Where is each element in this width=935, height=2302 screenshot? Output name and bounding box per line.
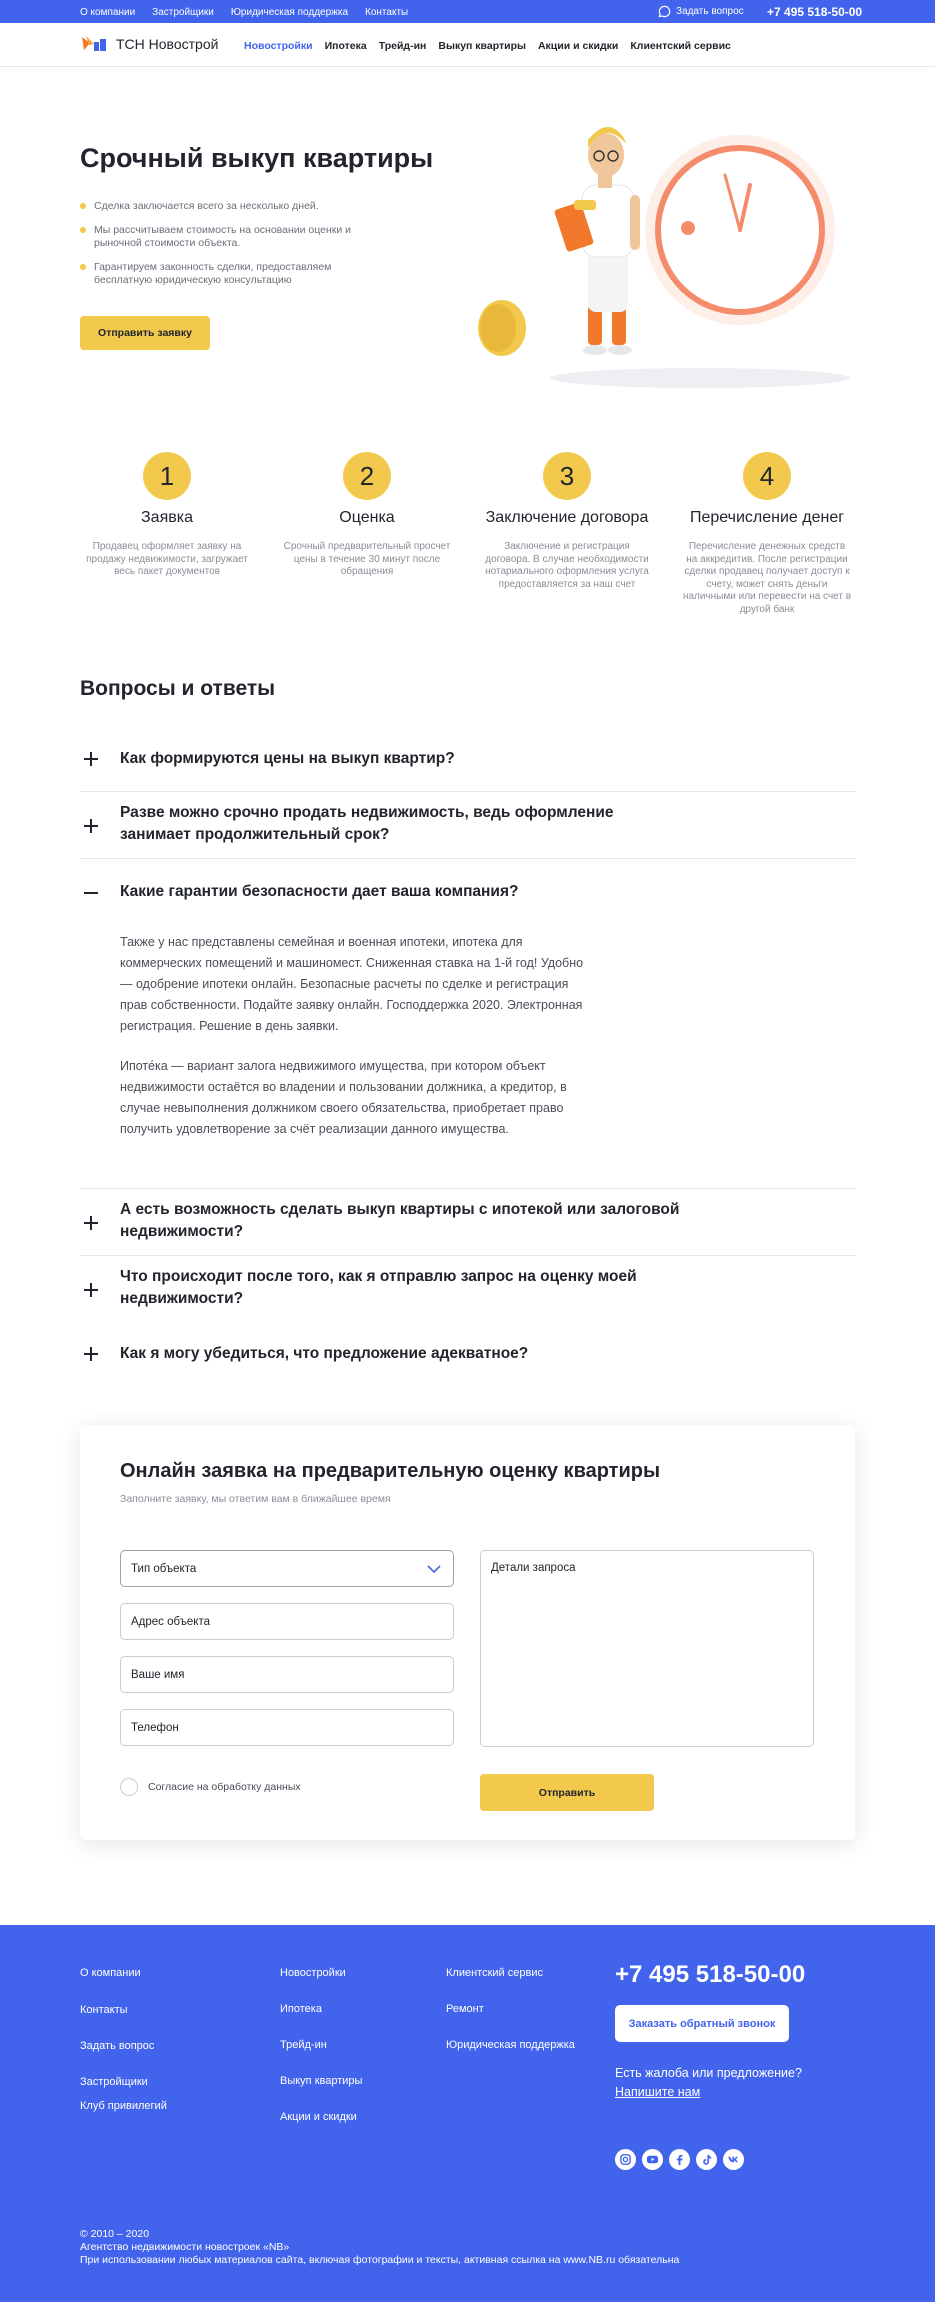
logo-icon [80, 34, 110, 54]
instagram-icon[interactable] [615, 2149, 636, 2170]
complaint-text: Есть жалоба или предложение? [615, 2066, 802, 2080]
logo[interactable] [80, 34, 218, 54]
phone-input[interactable]: Телефон [120, 1709, 454, 1746]
footer-link[interactable]: Контакты [80, 2004, 128, 2016]
plus-icon[interactable] [80, 1212, 102, 1234]
top-link-developers[interactable]: Застройщики [152, 7, 214, 18]
faq-question[interactable]: Какие гарантии безопасности дает ваша компания? [120, 883, 519, 900]
step-number: 3 [543, 452, 591, 500]
address-input[interactable]: Адрес объекта [120, 1603, 454, 1640]
footer-link[interactable]: О компании [80, 1967, 141, 1979]
step-title: Перечисление денег [689, 509, 845, 526]
step-number: 4 [743, 452, 791, 500]
top-link-contacts[interactable]: Контакты [365, 7, 409, 18]
top-link-about[interactable]: О компании [80, 7, 136, 18]
name-input[interactable]: Ваше имя [120, 1656, 454, 1693]
footer-link[interactable]: Новостройки [280, 1967, 346, 1979]
tiktok-icon[interactable] [696, 2149, 717, 2170]
nav-item-buyout[interactable]: Выкуп квартиры [438, 40, 526, 52]
footer-link[interactable]: Юридическая поддержка [446, 2039, 575, 2051]
facebook-icon[interactable] [669, 2149, 690, 2170]
step-number: 1 [143, 452, 191, 500]
form-title: Онлайн заявка на предварительную оценку квартиры [120, 1460, 661, 1482]
ask-question-label: Задать вопрос [676, 6, 744, 17]
faq-question[interactable]: Как я могу убедиться, что предложение адекватное? [120, 1345, 529, 1362]
step-number: 2 [343, 452, 391, 500]
hero-illustration [470, 110, 870, 400]
footer-col-3 [446, 1967, 575, 2051]
faq-item[interactable] [80, 1330, 856, 1382]
nav-item-client-service[interactable]: Клиентский сервис [630, 40, 731, 52]
footer-col-2 [280, 1967, 362, 2123]
faq-question[interactable]: А есть возможность сделать выкуп квартиры с ипотекой или залоговой недвижимости? [120, 1201, 680, 1240]
step-description: Продавец оформляет заявку на продажу недвижимости, загружает весь пакет документов [86, 541, 248, 577]
top-phone[interactable]: +7 495 518-50-00 [767, 5, 863, 19]
plus-icon[interactable] [80, 1279, 102, 1301]
faq-item[interactable] [80, 1189, 856, 1256]
step-3 [472, 452, 662, 591]
faq-item[interactable] [80, 740, 856, 792]
chevron-down-icon [427, 1564, 441, 1574]
nav-item-mortgage[interactable]: Ипотека [324, 40, 367, 52]
faq-question[interactable]: Разве можно срочно продать недвижимость, ведь оформление занимает продолжительный срок? [120, 804, 614, 843]
step-title: Оценка [339, 509, 395, 526]
step-title: Заявка [141, 509, 193, 526]
step-description: Срочный предварительный просчет цены в течение 30 минут после обращения [283, 541, 451, 577]
callback-button[interactable]: Заказать обратный звонок [615, 2005, 789, 2042]
faq-question[interactable]: Что происходит после того, как я отправлю запрос на оценку моей недвижимости? [120, 1268, 637, 1307]
ask-question-link[interactable] [658, 5, 744, 18]
request-form-card [80, 1425, 855, 1840]
object-type-select[interactable] [120, 1550, 454, 1587]
social-links [615, 2149, 744, 2170]
footer-link[interactable]: Клиентский сервис [446, 1967, 543, 1979]
copyright-notice: При использовании любых материалов сайта, включая фотографии и тексты, активная ссылка на www.NB.ru обязательна [80, 2254, 680, 2266]
chat-bubble-icon [658, 5, 671, 18]
copyright-agency: Агентство недвижимости новостроек «NB» [80, 2241, 290, 2253]
step-title: Заключение договора [485, 509, 649, 526]
footer-link[interactable]: Ипотека [280, 2003, 322, 2015]
consent-checkbox[interactable] [120, 1778, 301, 1796]
submit-button[interactable]: Отправить [480, 1774, 654, 1811]
consent-radio[interactable] [120, 1778, 138, 1796]
faq-item[interactable] [80, 1256, 856, 1323]
plus-icon[interactable] [80, 748, 102, 770]
plus-icon[interactable] [80, 815, 102, 837]
hero-bullets [80, 200, 380, 298]
footer-link[interactable]: Застройщики [80, 2076, 148, 2088]
nav-item-trade-in[interactable]: Трейд-ин [378, 40, 427, 52]
footer-link[interactable]: Ремонт [446, 2003, 484, 2015]
nav-item-new-buildings[interactable]: Новостройки [244, 40, 313, 52]
faq-item[interactable] [80, 792, 856, 859]
faq-answer-paragraph: Также у нас представлены семейная и военная ипотеки, ипотека для коммерческих помещений и машиномест. Сниженная ставка на 1-й год! Удобно — одобрение ипотеки онлайн. Безопасные расчеты по сделке и регистрация прав собственности. Подайте заявку онлайн. Господдержка 2020. Электронная регистрация. Решение в день заявки. [120, 935, 584, 1033]
copyright-years: © 2010 – 2020 [80, 2228, 150, 2240]
faq-title: Вопросы и ответы [80, 677, 276, 700]
details-textarea[interactable]: Детали запроса [480, 1550, 814, 1747]
object-type-label: Тип объекта [131, 1562, 197, 1575]
footer-link[interactable]: Клуб привилегий [80, 2100, 167, 2112]
step-1 [72, 452, 262, 579]
hero-bullet: Мы рассчитываем стоимость на основании оценки и рыночной стоимости объекта. [80, 224, 380, 250]
footer [0, 1925, 935, 2302]
send-request-button[interactable]: Отправить заявку [80, 316, 210, 350]
vk-icon[interactable] [723, 2149, 744, 2170]
step-2 [272, 452, 462, 579]
footer-link[interactable]: Выкуп квартиры [280, 2075, 363, 2087]
page-title: Срочный выкуп квартиры [80, 143, 434, 173]
footer-col-1 [80, 1967, 167, 2112]
nav-item-promotions[interactable]: Акции и скидки [537, 40, 619, 52]
step-4 [672, 452, 862, 616]
top-links [80, 7, 408, 18]
main-header [0, 23, 935, 67]
step-description: Перечисление денежных средств на аккредитив. После регистрации сделки продавец получает доступ к счету, может снять деньги наличными или перевести на счет в другой банк [682, 541, 852, 615]
step-description: Заключение и регистрация договора. В случае необходимости нотариального оформления услуга предоставляется за наш счет [485, 541, 649, 590]
minus-icon[interactable] [80, 882, 102, 904]
form-subtitle: Заполните заявку, мы ответим вам в ближайшее время [120, 1493, 391, 1505]
hero-bullet: Гарантируем законность сделки, предоставляем бесплатную юридическую консультацию [80, 261, 380, 287]
hero-bullet: Сделка заключается всего за несколько дней. [80, 200, 380, 213]
footer-phone[interactable]: +7 495 518-50-00 [615, 1961, 806, 1988]
youtube-icon[interactable] [642, 2149, 663, 2170]
write-us-link[interactable]: Напишите нам [615, 2085, 701, 2099]
footer-link[interactable]: Задать вопрос [80, 2040, 155, 2052]
copyright [80, 2228, 679, 2267]
main-nav [244, 40, 731, 52]
top-link-legal[interactable]: Юридическая поддержка [230, 7, 349, 18]
plus-icon[interactable] [80, 1343, 102, 1365]
top-bar [0, 0, 935, 23]
footer-link[interactable]: Трейд-ин [280, 2039, 327, 2051]
footer-link[interactable]: Акции и скидки [280, 2111, 357, 2123]
faq-question[interactable]: Как формируются цены на выкуп квартир? [120, 750, 455, 767]
consent-label: Согласие на обработку данных [148, 1781, 301, 1793]
faq-answer-paragraph: Ипоте́ка — вариант залога недвижимого имущества, при котором объект недвижимости остаётся во владении и пользовании должника, а кредитор, в случае невыполнения должником своего обязательства, приобретает право получить удовлетворение за счёт реализации данного имущества. [120, 1059, 567, 1136]
logo-text: ТСН Новострой [116, 36, 219, 52]
